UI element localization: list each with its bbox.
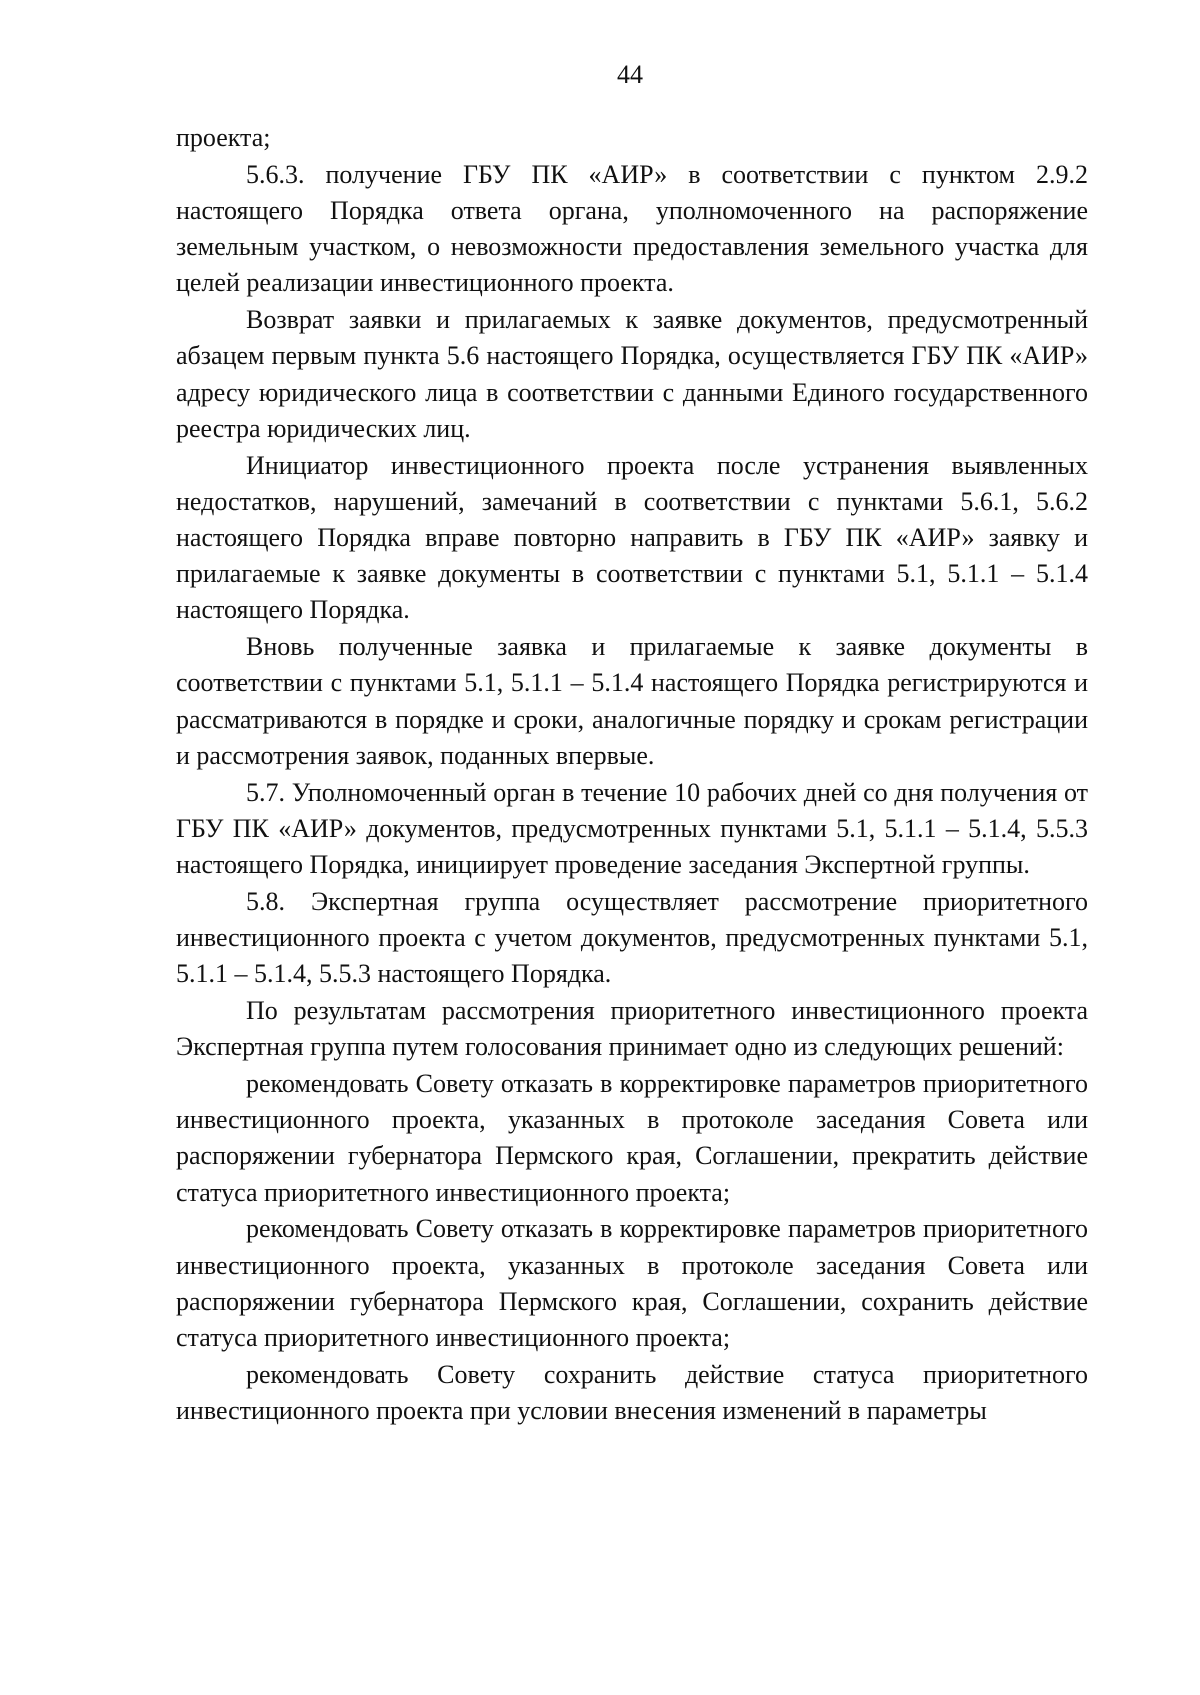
- document-body: [176, 120, 1088, 1430]
- paragraph-decision-3: рекомендовать Совету сохранить действие статуса приоритетного инвестиционного проекта при условии внесения изменений в параметры: [176, 1359, 1088, 1426]
- paragraph-decision-2: рекомендовать Совету отказать в корректировке параметров приоритетного инвестиционного проекта, указанных в протоколе заседания Совета или распоряжении губернатора Пермского края, Соглашении, сохранить действие статуса приоритетного инвестиционного проекта;: [176, 1214, 1088, 1353]
- paragraph-return-of-application: Возврат заявки и прилагаемых к заявке документов, предусмотренный абзацем первым пункта 5.6 настоящего Порядка, осуществляется ГБУ ПК «АИР» адресу юридического лица в соответствии с данными Единого государственного реестра юридических лиц.: [176, 305, 1088, 443]
- page-number: 44: [617, 60, 643, 89]
- paragraph-continuation: проекта;: [176, 123, 271, 152]
- paragraph-resubmission: Инициатор инвестиционного проекта после устранения выявленных недостатков, нарушений, замечаний в соответствии с пунктами 5.6.1, 5.6.2 настоящего Порядка вправе повторно направить в ГБУ ПК «АИР» заявку и прилагаемые к заявке документы в соответствии с пунктами 5.1, 5.1.1 – 5.1.4 настоящего Порядка.: [176, 450, 1088, 625]
- paragraph-new-application: Вновь полученные заявка и прилагаемые к заявке документы в соответствии с пунктами 5.1, 5.1.1 – 5.1.4 настоящего Порядка регистрируются и рассматриваются в порядке и сроки, аналогичные порядку и срокам регистрации и рассмотрения заявок, поданных впервые.: [176, 632, 1088, 770]
- paragraph-decisions-intro: По результатам рассмотрения приоритетного инвестиционного проекта Экспертная группа путем голосования принимает одно из следующих решений:: [176, 996, 1088, 1062]
- paragraph-5-8: 5.8. Экспертная группа осуществляет рассмотрение приоритетного инвестиционного проекта с учетом документов, предусмотренных пунктами 5.1, 5.1.1 – 5.1.4, 5.5.3 настоящего Порядка.: [176, 886, 1088, 989]
- paragraph-5-7: 5.7. Уполномоченный орган в течение 10 рабочих дней со дня получения от ГБУ ПК «АИР» документов, предусмотренных пунктами 5.1, 5.1.1 – 5.1.4, 5.5.3 настоящего Порядка, инициирует проведение заседания Экспертной группы.: [176, 777, 1088, 880]
- paragraph-5-6-3: 5.6.3. получение ГБУ ПК «АИР» в соответствии с пунктом 2.9.2 настоящего Порядка ответа органа, уполномоченного на распоряжение земельным участком, о невозможности предоставления земельного участка для целей реализации инвестиционного проекта.: [176, 159, 1088, 298]
- paragraph-decision-1: рекомендовать Совету отказать в корректировке параметров приоритетного инвестиционного проекта, указанных в протоколе заседания Совета или распоряжении губернатора Пермского края, Соглашении, прекратить действие статуса приоритетного инвестиционного проекта;: [176, 1069, 1088, 1207]
